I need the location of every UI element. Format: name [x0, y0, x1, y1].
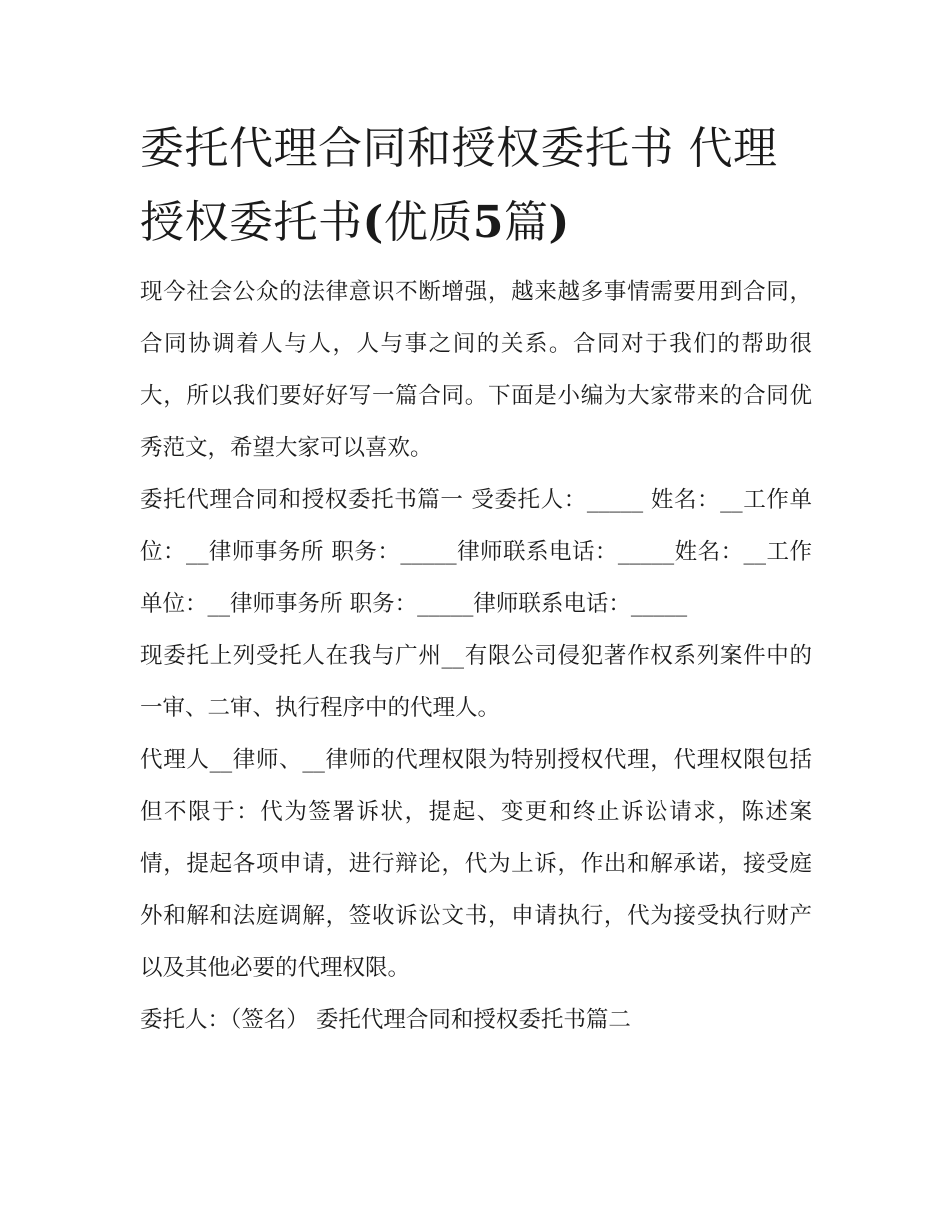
paragraph-signature: 委托人：（签名） 委托代理合同和授权委托书篇二: [140, 1007, 631, 1033]
document-body: [140, 112, 812, 1046]
document-title: 委托代理合同和授权委托书 代理授权委托书(优质5篇): [140, 123, 778, 248]
paragraph-entrustment: 现委托上列受托人在我与广州__有限公司侵犯著作权系列案件中的一审、二审、执行程序中的代理人。: [140, 643, 812, 721]
paragraph-trustee-info: 委托代理合同和授权委托书篇一 受委托人：_____ 姓名：__工作单位：__律师事务所 职务：_____律师联系电话：_____姓名：__工作单位：__律师事务所 职务：_____律师联系电话：_____: [140, 487, 812, 617]
paragraph-authority-scope: 代理人__律师、__律师的代理权限为特别授权代理，代理权限包括但不限于：代为签署诉状，提起、变更和终止诉讼请求，陈述案情，提起各项申请，进行辩论，代为上诉，作出和解承诺，接受庭外和解和法庭调解，签收诉讼文书，申请执行，代为接受执行财产以及其他必要的代理权限。: [140, 747, 812, 981]
paragraph-intro: 现今社会公众的法律意识不断增强，越来越多事情需要用到合同，合同协调着人与人，人与事之间的关系。合同对于我们的帮助很大，所以我们要好好写一篇合同。下面是小编为大家带来的合同优秀范文，希望大家可以喜欢。: [140, 279, 812, 461]
